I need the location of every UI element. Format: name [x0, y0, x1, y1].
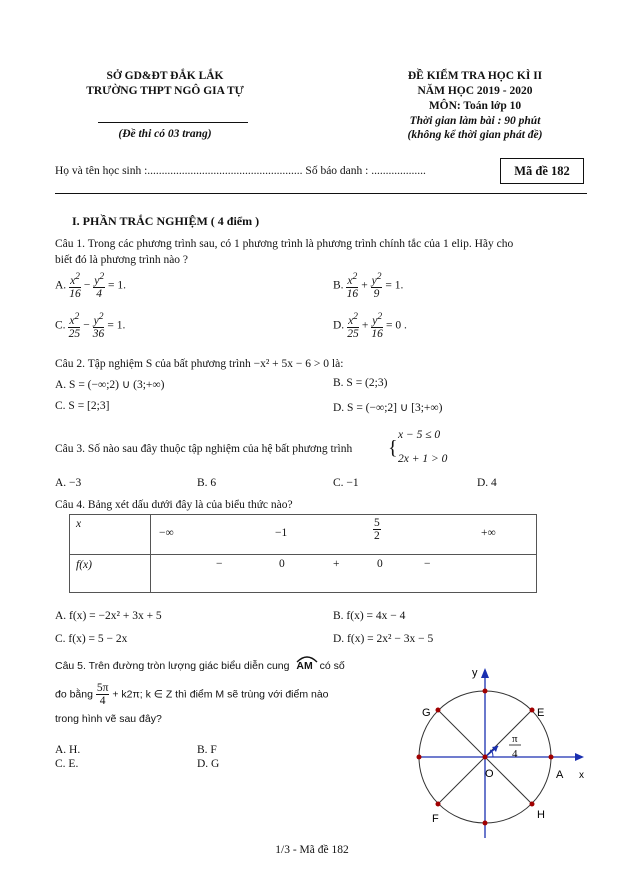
separator-line: [55, 193, 587, 194]
q4-option-b: B. f(x) = 4x − 4: [333, 610, 406, 622]
q4-option-a: A. f(x) = −2x² + 3x + 5: [55, 610, 162, 622]
sign-4: 0: [377, 558, 383, 570]
label-a: A: [556, 769, 564, 781]
arc-label: AM: [296, 660, 313, 672]
label-f: F: [432, 813, 439, 825]
q3-option-b: B. 6: [197, 477, 217, 489]
point-o: [483, 755, 488, 760]
q2-option-b: B. S = (2;3): [333, 377, 388, 389]
point-left: [417, 755, 422, 760]
exam-year: NĂM HỌC 2019 - 2020: [417, 85, 533, 97]
y-axis-arrow-icon: [481, 668, 489, 678]
section-title: I. PHẦN TRẮC NGHIỆM ( 4 điểm ): [72, 214, 260, 228]
q1-option-b: B. $\frac{x^2}{16}$ + $\frac{y^2}{9}$ = 1.: [333, 271, 404, 300]
q5-option-b: B. F: [197, 744, 217, 756]
angle-den: 4: [512, 748, 518, 760]
q5-fraction: $\frac{5\pi}{4}$: [96, 682, 109, 708]
sign-3: +: [333, 558, 340, 570]
label-g: G: [422, 707, 431, 719]
point-h: [530, 802, 535, 807]
q5-option-a: A. H.: [55, 744, 81, 756]
arc-am: [296, 660, 312, 672]
sign-5: −: [424, 558, 431, 570]
q2-option-a: A. S = (−∞;2) ∪ (3;+∞): [55, 379, 165, 391]
exam-time: Thời gian làm bài : 90 phút: [409, 115, 541, 127]
sign-table-x-row: [151, 515, 537, 555]
q5-text2b: + k2π; k ∈ Z thì điểm M sẽ trùng với điểm nào: [112, 688, 329, 701]
x-axis-arrow-icon: [575, 753, 584, 761]
point-f: [436, 802, 441, 807]
x-neg-inf: −∞: [159, 527, 174, 539]
q5-text-line1: [55, 660, 345, 672]
q2-option-d: D. S = (−∞;2] ∪ [3;+∞): [333, 402, 443, 414]
header-org: SỞ GD&ĐT ĐẮK LẮK: [106, 70, 224, 82]
label-h: H: [537, 809, 545, 821]
q4-option-c: C. f(x) = 5 − 2x: [55, 633, 128, 645]
q3-text: Câu 3. Số nào sau đây thuộc tập nghiệm của hệ bất phương trình: [55, 443, 353, 455]
q5-option-c: C. E.: [55, 758, 79, 770]
page-footer: 1/3 - Mã đề 182: [275, 844, 349, 856]
label-x: x: [579, 770, 584, 781]
header-school: TRƯỜNG THPT NGÔ GIA TỰ: [86, 85, 244, 97]
q1-d-label: D.: [333, 319, 345, 332]
q2-text: Câu 2. Tập nghiệm S của bất phương trình −x² + 5x − 6 > 0 là:: [55, 358, 344, 370]
trig-circle-figure: [398, 660, 598, 840]
x-five-halves: $\frac{5}{2}$: [374, 517, 380, 543]
header-divider: [98, 122, 248, 123]
q3-option-c: C. −1: [333, 477, 359, 489]
q3-system-line1: x − 5 ≤ 0: [398, 429, 441, 441]
header-note: (Đề thi có 03 trang): [118, 128, 212, 140]
q5-option-d: D. G: [197, 758, 220, 770]
q4-text: Câu 4. Bảng xét dấu dưới đây là của biểu thức nào?: [55, 499, 293, 511]
q5-text1: Câu 5. Trên đường tròn lượng giác biểu diễn cung: [55, 660, 290, 672]
x-pos-inf: +∞: [481, 527, 496, 539]
x-minus-one: −1: [275, 527, 288, 539]
point-a: [549, 755, 554, 760]
q1-option-c: C. $\frac{x^2}{25}$ − $\frac{y^2}{36}$ = 1.: [55, 311, 126, 340]
q5-text-line3: trong hình vẽ sau đây?: [55, 713, 162, 725]
q5-text2a: đo bằng: [55, 688, 93, 701]
sign-2: 0: [279, 558, 285, 570]
q1-c-label: C.: [55, 319, 66, 332]
sign-1: −: [216, 558, 223, 570]
exam-title: ĐỀ KIỂM TRA HỌC KÌ II: [407, 70, 543, 82]
q3-option-a: A. −3: [55, 477, 82, 489]
angle-num: π: [512, 733, 518, 745]
point-bottom: [483, 821, 488, 826]
point-g: [436, 708, 441, 713]
sign-table-f-row: [151, 555, 537, 593]
student-info: Họ và tên học sinh :...................................................... Số báo danh : ...................: [55, 165, 426, 177]
label-e: E: [537, 707, 545, 719]
q1-b-label: B.: [333, 279, 344, 292]
q4-option-d: D. f(x) = 2x² − 3x − 5: [333, 633, 434, 645]
q5-text1b: có số: [319, 660, 345, 672]
exam-time-note: (không kể thời gian phát đề): [407, 129, 543, 141]
sign-table-x-header: x: [70, 515, 151, 555]
q3-system-brace: {: [388, 437, 398, 459]
sign-table-f-header: f(x): [70, 555, 151, 593]
q5-text-line2: [55, 682, 329, 707]
arc-icon: [296, 655, 318, 663]
q1-text-line2: biết đó là phương trình nào ?: [55, 254, 189, 266]
exam-subject: MÔN: Toán lớp 10: [428, 100, 522, 112]
point-top: [483, 689, 488, 694]
q1-option-a: A. $\frac{x^2}{16}$ − $\frac{y^2}{4}$ = 1.: [55, 271, 126, 300]
point-e: [530, 708, 535, 713]
label-o: O: [485, 768, 494, 780]
sign-table: [69, 514, 537, 593]
q3-system-line2: 2x + 1 > 0: [398, 453, 448, 465]
q1-a-label: A.: [55, 279, 67, 292]
label-y: y: [472, 667, 478, 679]
q1-text-line1: Câu 1. Trong các phương trình sau, có 1 phương trình là phương trình chính tắc của 1 elip. Hãy cho: [55, 238, 514, 250]
exam-code-box: Mã đề 182: [500, 158, 584, 184]
q2-option-c: C. S = [2;3]: [55, 400, 110, 412]
q1-option-d: D. $\frac{x^2}{25}$ + $\frac{y^2}{16}$ = 0 .: [333, 311, 407, 340]
q3-option-d: D. 4: [477, 477, 497, 489]
